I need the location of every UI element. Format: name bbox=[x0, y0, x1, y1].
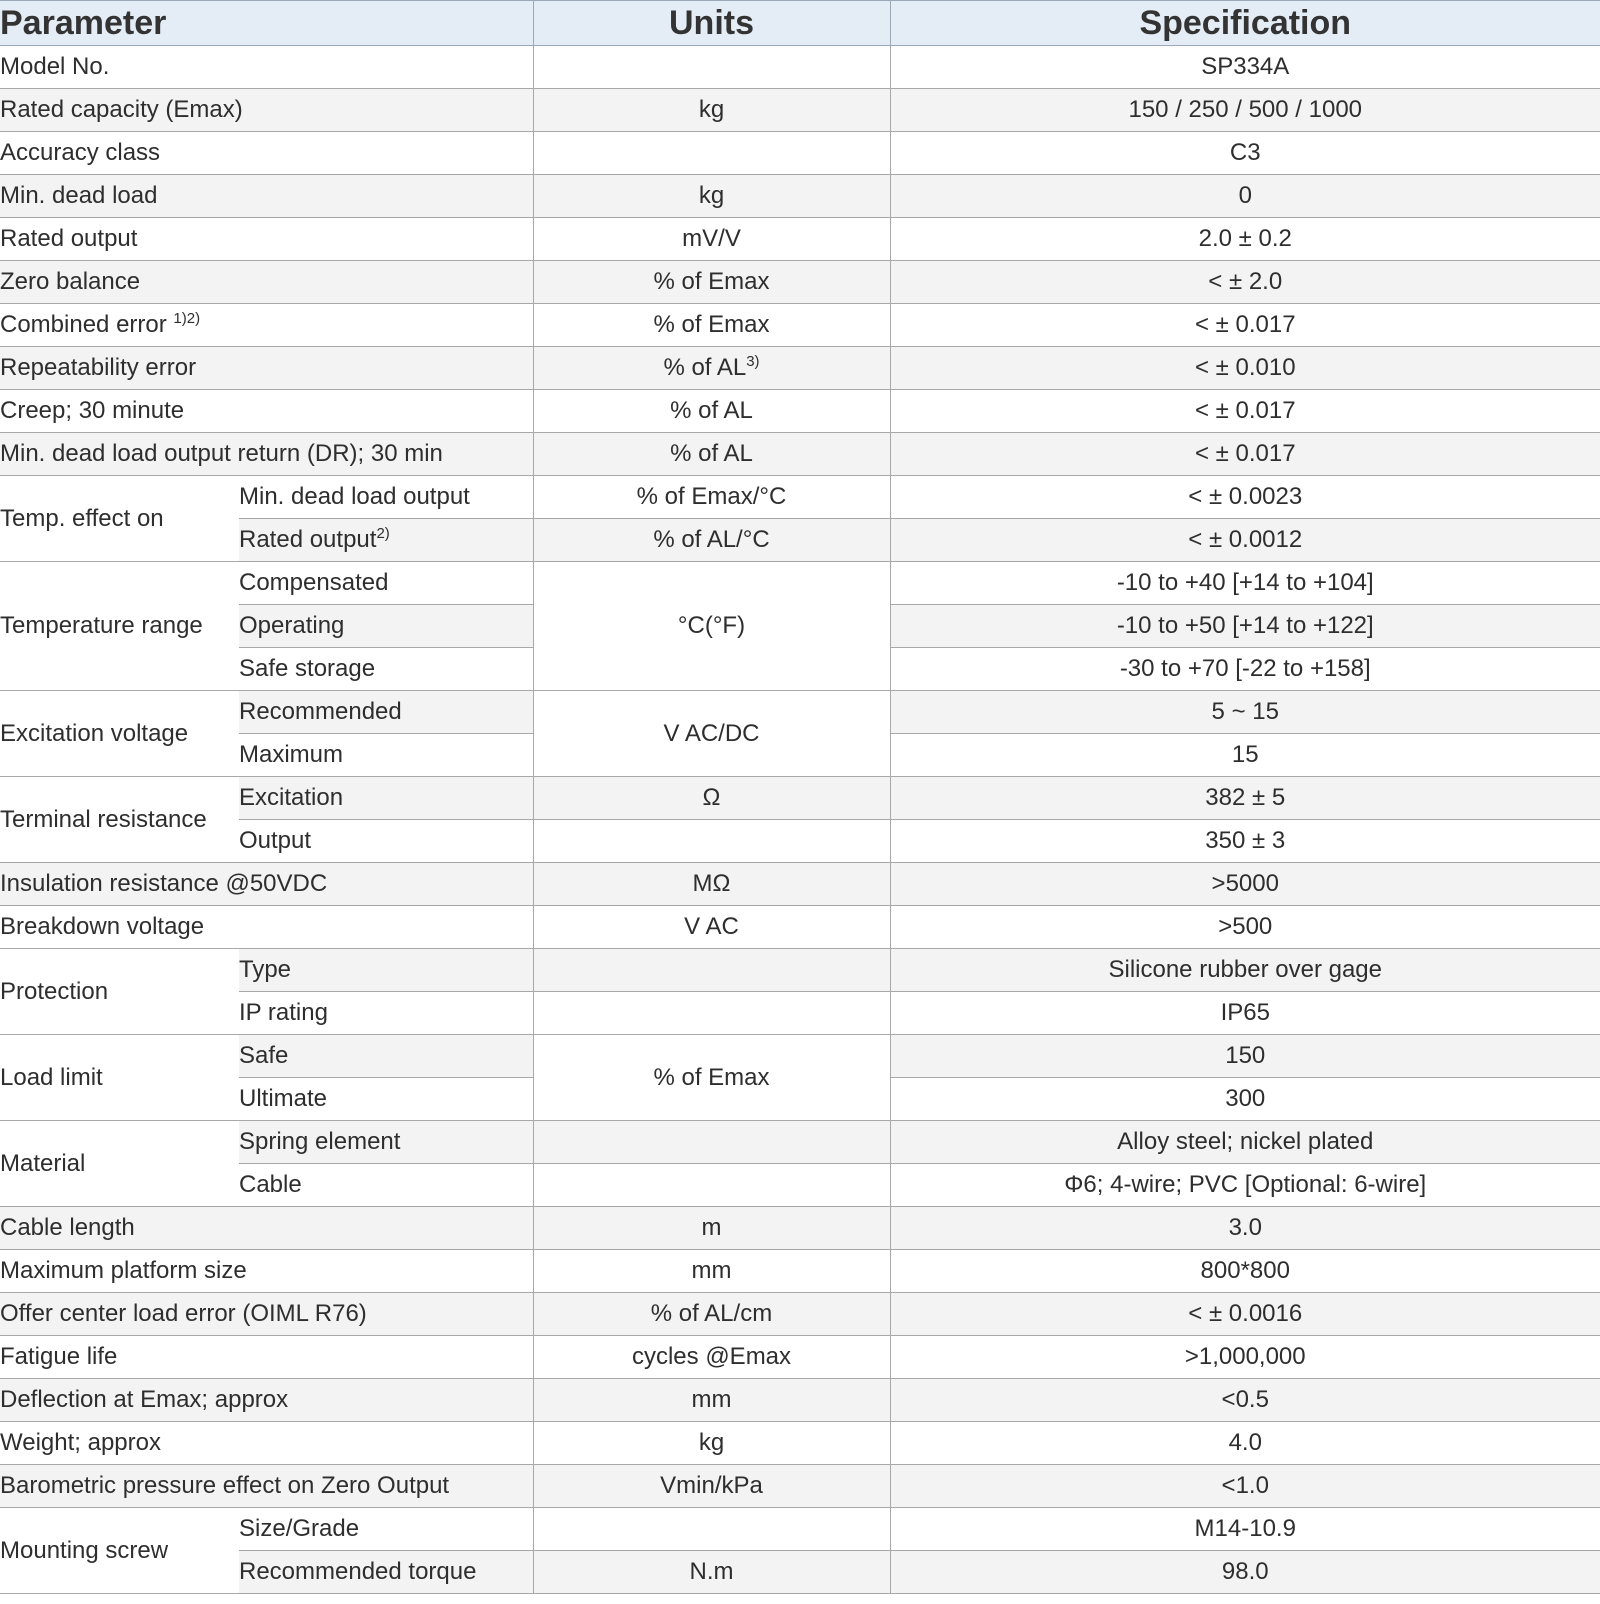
table-row bbox=[0, 347, 1600, 390]
unit-cell: % of Emax/°C bbox=[533, 476, 890, 519]
subparam-cell: Output bbox=[239, 820, 533, 863]
unit-cell bbox=[533, 132, 890, 175]
table-row bbox=[0, 218, 1600, 261]
spec-cell: Alloy steel; nickel plated bbox=[890, 1121, 1600, 1164]
subparam-cell: Safe bbox=[239, 1035, 533, 1078]
param-cell: Accuracy class bbox=[0, 132, 533, 175]
unit-cell bbox=[533, 949, 890, 992]
spec-cell: < ± 0.017 bbox=[890, 433, 1600, 476]
param-cell: Weight; approx bbox=[0, 1422, 533, 1465]
header-specification: Specification bbox=[890, 1, 1600, 46]
param-cell: Barometric pressure effect on Zero Output bbox=[0, 1465, 533, 1508]
param-cell: Terminal resistance bbox=[0, 777, 239, 863]
unit-cell bbox=[533, 46, 890, 89]
param-cell: Model No. bbox=[0, 46, 533, 89]
table-row bbox=[0, 304, 1600, 347]
param-cell: Excitation voltage bbox=[0, 691, 239, 777]
spec-cell: -10 to +50 [+14 to +122] bbox=[890, 605, 1600, 648]
param-cell: Material bbox=[0, 1121, 239, 1207]
table-row bbox=[0, 1508, 1600, 1551]
unit-cell bbox=[533, 1508, 890, 1551]
table-row bbox=[0, 949, 1600, 992]
spec-cell: 150 bbox=[890, 1035, 1600, 1078]
unit-cell: kg bbox=[533, 175, 890, 218]
subparam-cell: Recommended torque bbox=[239, 1551, 533, 1594]
spec-cell: -10 to +40 [+14 to +104] bbox=[890, 562, 1600, 605]
unit-cell: % of AL/cm bbox=[533, 1293, 890, 1336]
unit-cell: V AC/DC bbox=[533, 691, 890, 777]
subparam-cell: Size/Grade bbox=[239, 1508, 533, 1551]
spec-cell: SP334A bbox=[890, 46, 1600, 89]
table-row bbox=[0, 261, 1600, 304]
subparam-cell: Maximum bbox=[239, 734, 533, 777]
spec-cell: Silicone rubber over gage bbox=[890, 949, 1600, 992]
spec-cell: M14-10.9 bbox=[890, 1508, 1600, 1551]
subparam-cell: Safe storage bbox=[239, 648, 533, 691]
unit-cell: °C(°F) bbox=[533, 562, 890, 691]
unit-cell: mm bbox=[533, 1250, 890, 1293]
unit-cell: kg bbox=[533, 1422, 890, 1465]
table-row bbox=[0, 1422, 1600, 1465]
spec-cell: 2.0 ± 0.2 bbox=[890, 218, 1600, 261]
spec-cell: < ± 0.0016 bbox=[890, 1293, 1600, 1336]
spec-cell: 150 / 250 / 500 / 1000 bbox=[890, 89, 1600, 132]
table-row bbox=[0, 1465, 1600, 1508]
table-row bbox=[0, 1121, 1600, 1164]
unit-cell: % of Emax bbox=[533, 261, 890, 304]
subparam-cell: Compensated bbox=[239, 562, 533, 605]
param-label: Combined error bbox=[0, 311, 167, 338]
table-row bbox=[0, 1250, 1600, 1293]
param-cell: Min. dead load bbox=[0, 175, 533, 218]
spec-cell: >1,000,000 bbox=[890, 1336, 1600, 1379]
spec-cell: IP65 bbox=[890, 992, 1600, 1035]
subparam-cell: Min. dead load output bbox=[239, 476, 533, 519]
spec-cell: 15 bbox=[890, 734, 1600, 777]
subparam-cell: Operating bbox=[239, 605, 533, 648]
header-parameter: Parameter bbox=[0, 1, 533, 46]
table-row bbox=[0, 1293, 1600, 1336]
param-cell: Temperature range bbox=[0, 562, 239, 691]
footnote-ref: 3) bbox=[746, 353, 760, 370]
spec-cell: < ± 0.0023 bbox=[890, 476, 1600, 519]
param-cell: Maximum platform size bbox=[0, 1250, 533, 1293]
spec-cell: C3 bbox=[890, 132, 1600, 175]
spec-cell: 98.0 bbox=[890, 1551, 1600, 1594]
spec-cell: < ± 0.017 bbox=[890, 390, 1600, 433]
subparam-cell: Recommended bbox=[239, 691, 533, 734]
unit-cell bbox=[533, 992, 890, 1035]
table-row bbox=[0, 46, 1600, 89]
param-cell: Insulation resistance @50VDC bbox=[0, 863, 533, 906]
spec-cell: 3.0 bbox=[890, 1207, 1600, 1250]
param-cell: Offer center load error (OIML R76) bbox=[0, 1293, 533, 1336]
spec-cell: -30 to +70 [-22 to +158] bbox=[890, 648, 1600, 691]
spec-cell: < ± 0.017 bbox=[890, 304, 1600, 347]
spec-cell: < ± 2.0 bbox=[890, 261, 1600, 304]
subparam-label: Rated output bbox=[239, 526, 377, 553]
unit-cell bbox=[533, 820, 890, 863]
param-cell bbox=[0, 304, 533, 347]
table-row bbox=[0, 132, 1600, 175]
param-cell: Protection bbox=[0, 949, 239, 1035]
subparam-cell: Type bbox=[239, 949, 533, 992]
subparam-cell: Cable bbox=[239, 1164, 533, 1207]
table-row bbox=[0, 519, 1600, 562]
table-row bbox=[0, 906, 1600, 949]
table-row bbox=[0, 562, 1600, 605]
param-cell: Min. dead load output return (DR); 30 min bbox=[0, 433, 533, 476]
spec-cell: >5000 bbox=[890, 863, 1600, 906]
unit-cell: N.m bbox=[533, 1551, 890, 1594]
table-row bbox=[0, 691, 1600, 734]
param-cell: Rated output bbox=[0, 218, 533, 261]
unit-cell: m bbox=[533, 1207, 890, 1250]
table-row bbox=[0, 1379, 1600, 1422]
spec-cell: >500 bbox=[890, 906, 1600, 949]
unit-cell: Ω bbox=[533, 777, 890, 820]
param-cell: Zero balance bbox=[0, 261, 533, 304]
unit-cell bbox=[533, 347, 890, 390]
unit-cell: cycles @Emax bbox=[533, 1336, 890, 1379]
param-cell: Rated capacity (Emax) bbox=[0, 89, 533, 132]
footnote-ref: 2) bbox=[376, 525, 390, 542]
unit-cell: % of AL bbox=[533, 433, 890, 476]
table-row bbox=[0, 1164, 1600, 1207]
table-row bbox=[0, 1551, 1600, 1594]
param-cell: Creep; 30 minute bbox=[0, 390, 533, 433]
spec-cell: <1.0 bbox=[890, 1465, 1600, 1508]
spec-cell: 800*800 bbox=[890, 1250, 1600, 1293]
subparam-cell: IP rating bbox=[239, 992, 533, 1035]
subparam-cell: Ultimate bbox=[239, 1078, 533, 1121]
table-row bbox=[0, 1207, 1600, 1250]
param-cell: Cable length bbox=[0, 1207, 533, 1250]
table-row bbox=[0, 992, 1600, 1035]
param-cell: Breakdown voltage bbox=[0, 906, 533, 949]
table-row bbox=[0, 175, 1600, 218]
param-cell: Load limit bbox=[0, 1035, 239, 1121]
unit-cell: mm bbox=[533, 1379, 890, 1422]
unit-cell: V AC bbox=[533, 906, 890, 949]
spec-cell: < ± 0.0012 bbox=[890, 519, 1600, 562]
subparam-cell: Excitation bbox=[239, 777, 533, 820]
spec-cell: <0.5 bbox=[890, 1379, 1600, 1422]
table-row bbox=[0, 777, 1600, 820]
unit-cell: mV/V bbox=[533, 218, 890, 261]
table-row bbox=[0, 390, 1600, 433]
unit-label: % of AL bbox=[663, 354, 747, 381]
table-header-row bbox=[0, 1, 1600, 46]
spec-cell: 300 bbox=[890, 1078, 1600, 1121]
unit-cell bbox=[533, 1164, 890, 1207]
unit-cell: MΩ bbox=[533, 863, 890, 906]
spec-cell: Φ6; 4-wire; PVC [Optional: 6-wire] bbox=[890, 1164, 1600, 1207]
spec-cell: 382 ± 5 bbox=[890, 777, 1600, 820]
subparam-cell bbox=[239, 519, 533, 562]
footnote-ref: 1)2) bbox=[173, 310, 201, 327]
table-row bbox=[0, 863, 1600, 906]
unit-cell: % of AL bbox=[533, 390, 890, 433]
table-row bbox=[0, 89, 1600, 132]
table-row bbox=[0, 820, 1600, 863]
spec-cell: < ± 0.010 bbox=[890, 347, 1600, 390]
header-units: Units bbox=[533, 1, 890, 46]
subparam-cell: Spring element bbox=[239, 1121, 533, 1164]
table-row bbox=[0, 476, 1600, 519]
param-cell: Repeatability error bbox=[0, 347, 533, 390]
table-row bbox=[0, 1336, 1600, 1379]
spec-cell: 5 ~ 15 bbox=[890, 691, 1600, 734]
param-cell: Temp. effect on bbox=[0, 476, 239, 562]
table-row bbox=[0, 1035, 1600, 1078]
spec-cell: 0 bbox=[890, 175, 1600, 218]
spec-cell: 4.0 bbox=[890, 1422, 1600, 1465]
unit-cell: Vmin/kPa bbox=[533, 1465, 890, 1508]
param-cell: Fatigue life bbox=[0, 1336, 533, 1379]
table-row bbox=[0, 433, 1600, 476]
param-cell: Mounting screw bbox=[0, 1508, 239, 1594]
unit-cell bbox=[533, 1121, 890, 1164]
unit-cell: % of Emax bbox=[533, 1035, 890, 1121]
param-cell: Deflection at Emax; approx bbox=[0, 1379, 533, 1422]
spec-cell: 350 ± 3 bbox=[890, 820, 1600, 863]
unit-cell: % of AL/°C bbox=[533, 519, 890, 562]
unit-cell: % of Emax bbox=[533, 304, 890, 347]
unit-cell: kg bbox=[533, 89, 890, 132]
